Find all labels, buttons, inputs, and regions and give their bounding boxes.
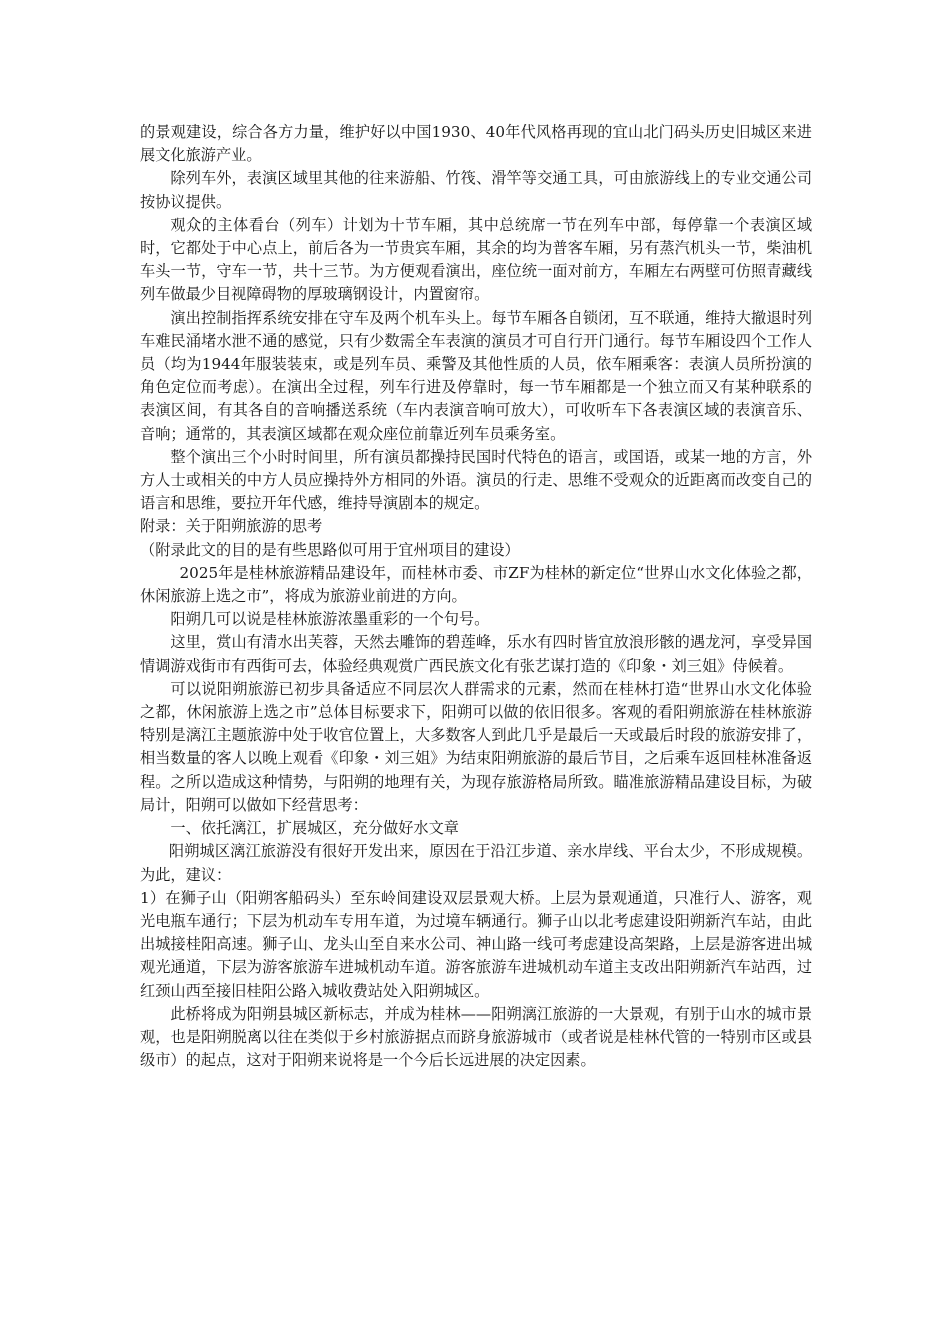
document-body (140, 121, 812, 1072)
section-heading-1: 一、依托漓江，扩展城区，充分做好水文章 (170, 819, 459, 838)
paragraph-10: 这里，赏山有清水出芙蓉，天然去雕饰的碧莲峰，乐水有四时皆宜放浪形骸的遇龙河，享受异国情调游戏街市有西街可去，体验经典观赏广西民族文化有张艺谋打造的《印象・刘三姐》侍候着。 (140, 633, 812, 675)
paragraph-2: 除列车外，表演区域里其他的往来游船、竹筏、滑竿等交通工具，可由旅游线上的专业交通公司按协议提供。 (140, 169, 812, 211)
paragraph-1: 的景观建设，综合各方力量，维护好以中国1930、40年代风格再现的宜山北门码头历史旧城区来进展文化旅游产业。 (140, 123, 812, 165)
paragraph-9: 阳朔几可以说是桂林旅游浓墨重彩的一个句号。 (170, 610, 490, 629)
appendix-title: 附录：关于阳朔旅游的思考 (140, 517, 323, 536)
paragraph-5: 整个演出三个小时时间里，所有演员都操持民国时代特色的语言，或国语，或某一地的方言，外方人士或相关的中方人员应操持外方相同的外语。演员的行走、思维不受观众的近距离而改变自己的语言和思维，要拉开年代感，维持导演剧本的规定。 (140, 447, 812, 513)
appendix-note: （附录此文的目的是有些思路似可用于宜州项目的建设） (140, 540, 520, 559)
paragraph-3: 观众的主体看台（列车）计划为十节车厢，其中总统席一节在列车中部，每停靠一个表演区域时，它都处于中心点上，前后各为一节贵宾车厢，其余的均为普客车厢，另有蒸汽机头一节，柴油机车头一节，守车一节，共十三节。为方便观看演出，座位统一面对前方，车厢左右两壁可仿照青藏线列车做最少目视障碍物的厚玻璃钢设计，内置窗帘。 (140, 215, 812, 304)
list-item-1: 1）在狮子山（阳朔客船码头）至东岭间建设双层景观大桥。上层为景观通道，只准行人、游客，观光电瓶车通行；下层为机动车专用车道，为过境车辆通行。狮子山以北考虑建设阳朔新汽车站，由此出城接桂阳高速。狮子山、龙头山至自来水公司、神山路一线可考虑建设高架路，上层是游客进出城观光通道，下层为游客旅游车进城机动车道。游客旅游车进城机动车道主支改出阳朔新汽车站西，过红颈山西至接旧桂阳公路入城收费站处入阳朔城区。 (140, 888, 812, 1000)
paragraph-13: 阳朔城区漓江旅游没有很好开发出来，原因在于沿江步道、亲水岸线、平台太少，不形成规模。为此，建议： (140, 842, 812, 884)
paragraph-11: 可以说阳朔旅游已初步具备适应不同层次人群需求的元素，然而在桂林打造“世界山水文化体验之都，休闲旅游上选之市”总体目标要求下，阳朔可以做的依旧很多。客观的看阳朔旅游在桂林旅游特别是漓江主题旅游中处于收官位置上，大多数客人到此几乎是最后一天或最后时段的旅游安排了，相当数量的客人以晚上观看《印象・刘三姐》为结束阳朔旅游的最后节目，之后乘车返回桂林准备返程。之所以造成这种情势，与阳朔的地理有关，为现存旅游格局所致。瞄准旅游精品建设目标，为破局计，阳朔可以做如下经营思考： (140, 679, 812, 814)
paragraph-8: 2025年是桂林旅游精品建设年，而桂林市委、市ZF为桂林的新定位“世界山水文化体验之都，休闲旅游上选之市”，将成为旅游业前进的方向。 (140, 563, 812, 606)
paragraph-4: 演出控制指挥系统安排在守车及两个机车头上。每节车厢各自锁闭，互不联通，维持大撤退时列车难民涌堵水泄不通的感觉，只有少数需全车表演的演员才可自行开门通行。每节车厢设四个工作人员（均为1944年服装装束，或是列车员、乘警及其他性质的人员，依车厢乘客：表演人员所扮演的角色定位而考虑）。在演出全过程，列车行进及停靠时，每一节车厢都是一个独立而又有某种联系的表演区间，有其各自的音响播送系统（车内表演音响可放大），可收听车下各表演区域的表演音乐、音响；通常的，其表演区域都在观众座位前靠近列车员乘务室。 (140, 308, 812, 443)
paragraph-15: 此桥将成为阳朔县城区新标志，并成为桂林——阳朔漓江旅游的一大景观，有别于山水的城市景观，也是阳朔脱离以往在类似于乡村旅游据点而跻身旅游城市（或者说是桂林代管的一特别市区或县级市）的起点，这对于阳朔来说将是一个今后长远进展的决定因素。 (140, 1004, 812, 1070)
